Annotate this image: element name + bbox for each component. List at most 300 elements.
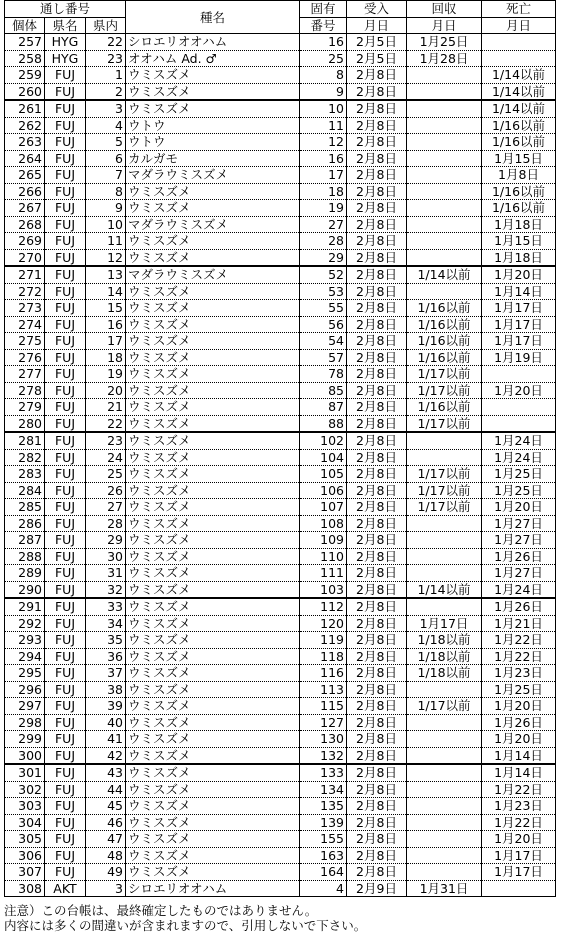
table-row: [5, 200, 556, 217]
individual-id-cell: 276: [5, 349, 45, 366]
species-name-cell: ウミスズメ: [126, 615, 300, 632]
prefecture-number-cell: 18: [86, 349, 126, 366]
received-date-cell: 2月8日: [347, 482, 407, 499]
individual-id-cell: 287: [5, 532, 45, 549]
recovered-date-cell: 1/17以前: [407, 698, 482, 715]
table-row: [5, 415, 556, 432]
unique-number-cell: 78: [300, 366, 347, 383]
received-date-cell: 2月8日: [347, 665, 407, 682]
individual-id-cell: 267: [5, 200, 45, 217]
recovered-date-cell: [407, 565, 482, 582]
table-row: [5, 615, 556, 632]
species-name-cell: ウミスズメ: [126, 864, 300, 881]
died-date-cell: [482, 50, 556, 67]
prefecture-number-cell: 31: [86, 565, 126, 582]
table-row: [5, 781, 556, 798]
recovered-date-cell: [407, 150, 482, 167]
unique-number-cell: 118: [300, 648, 347, 665]
unique-number-cell: 12: [300, 134, 347, 151]
received-date-cell: 2月8日: [347, 615, 407, 632]
table-row: [5, 150, 556, 167]
individual-id-cell: 266: [5, 183, 45, 200]
died-date-cell: 1月27日: [482, 565, 556, 582]
species-name-cell: ウミスズメ: [126, 466, 300, 483]
individual-id-cell: 259: [5, 67, 45, 84]
species-name-cell: ウミスズメ: [126, 200, 300, 217]
species-name-cell: ウミスズメ: [126, 482, 300, 499]
prefecture-cell: AKT: [45, 880, 86, 897]
recovered-date-cell: 1/17以前: [407, 366, 482, 383]
species-name-cell: ウミスズメ: [126, 781, 300, 798]
species-name-cell: ウミスズメ: [126, 698, 300, 715]
recovered-date-cell: [407, 432, 482, 449]
individual-id-cell: 296: [5, 681, 45, 698]
received-date-cell: 2月8日: [347, 532, 407, 549]
died-date-cell: 1月15日: [482, 233, 556, 250]
individual-id-cell: 270: [5, 249, 45, 266]
prefecture-number-cell: 28: [86, 515, 126, 532]
prefecture-number-cell: 2: [86, 83, 126, 100]
received-date-cell: 2月8日: [347, 632, 407, 649]
died-date-cell: [482, 415, 556, 432]
died-date-cell: 1月20日: [482, 499, 556, 516]
unique-number-cell: 163: [300, 847, 347, 864]
received-date-cell: 2月8日: [347, 83, 407, 100]
received-date-cell: 2月8日: [347, 266, 407, 283]
individual-id-cell: 301: [5, 764, 45, 781]
died-date-cell: 1/14以前: [482, 67, 556, 84]
table-row: [5, 864, 556, 881]
unique-number-cell: 85: [300, 382, 347, 399]
received-date-cell: 2月8日: [347, 349, 407, 366]
received-date-cell: 2月8日: [347, 798, 407, 815]
died-date-cell: 1月18日: [482, 249, 556, 266]
table-row: [5, 382, 556, 399]
individual-id-cell: 281: [5, 432, 45, 449]
died-date-cell: 1月14日: [482, 283, 556, 300]
unique-number-cell: 56: [300, 316, 347, 333]
unique-number-cell: 8: [300, 67, 347, 84]
prefecture-cell: FUJ: [45, 781, 86, 798]
individual-id-cell: 292: [5, 615, 45, 632]
recovered-date-cell: [407, 598, 482, 615]
individual-id-cell: 275: [5, 333, 45, 350]
species-name-cell: ウミスズメ: [126, 499, 300, 516]
received-date-cell: 2月8日: [347, 200, 407, 217]
individual-id-cell: 272: [5, 283, 45, 300]
received-date-cell: 2月8日: [347, 515, 407, 532]
individual-id-cell: 274: [5, 316, 45, 333]
prefecture-number-cell: 39: [86, 698, 126, 715]
prefecture-cell: FUJ: [45, 117, 86, 134]
table-row: [5, 764, 556, 781]
table-row: [5, 466, 556, 483]
individual-id-cell: 279: [5, 399, 45, 416]
prefecture-cell: FUJ: [45, 150, 86, 167]
prefecture-number-cell: 49: [86, 864, 126, 881]
prefecture-number-cell: 23: [86, 432, 126, 449]
unique-number-cell: 17: [300, 167, 347, 184]
recovered-date-cell: [407, 283, 482, 300]
unique-number-cell: 164: [300, 864, 347, 881]
prefecture-number-cell: 43: [86, 764, 126, 781]
prefecture-number-cell: 6: [86, 150, 126, 167]
individual-id-cell: 295: [5, 665, 45, 682]
table-row: [5, 117, 556, 134]
recovered-date-cell: 1/16以前: [407, 316, 482, 333]
species-name-cell: ウミスズメ: [126, 681, 300, 698]
died-date-cell: 1/16以前: [482, 200, 556, 217]
received-date-cell: 2月8日: [347, 283, 407, 300]
received-date-cell: 2月8日: [347, 714, 407, 731]
species-name-cell: ウミスズメ: [126, 233, 300, 250]
recovered-date-cell: 1月25日: [407, 34, 482, 51]
recovered-date-cell: [407, 83, 482, 100]
recovered-date-cell: [407, 847, 482, 864]
died-date-cell: 1月21日: [482, 615, 556, 632]
prefecture-number-cell: 24: [86, 449, 126, 466]
prefecture-cell: FUJ: [45, 266, 86, 283]
individual-id-cell: 269: [5, 233, 45, 250]
individual-id-cell: 291: [5, 598, 45, 615]
species-name-cell: ウミスズメ: [126, 598, 300, 615]
prefecture-cell: FUJ: [45, 216, 86, 233]
prefecture-cell: FUJ: [45, 731, 86, 748]
species-name-cell: ウミスズメ: [126, 665, 300, 682]
unique-number-cell: 28: [300, 233, 347, 250]
prefecture-number-cell: 36: [86, 648, 126, 665]
received-date-cell: 2月8日: [347, 216, 407, 233]
received-date-cell: 2月9日: [347, 880, 407, 897]
prefecture-cell: FUJ: [45, 283, 86, 300]
prefecture-number-cell: 22: [86, 34, 126, 51]
received-date-cell: 2月8日: [347, 117, 407, 134]
prefecture-number-cell: 40: [86, 714, 126, 731]
species-name-cell: ウミスズメ: [126, 183, 300, 200]
individual-id-cell: 285: [5, 499, 45, 516]
died-date-cell: [482, 366, 556, 383]
prefecture-number-cell: 3: [86, 880, 126, 897]
received-date-cell: 2月8日: [347, 764, 407, 781]
prefecture-cell: FUJ: [45, 366, 86, 383]
died-date-cell: 1月14日: [482, 747, 556, 764]
died-date-cell: 1月22日: [482, 814, 556, 831]
unique-number-cell: 105: [300, 466, 347, 483]
prefecture-number-cell: 34: [86, 615, 126, 632]
species-name-cell: ウミスズメ: [126, 632, 300, 649]
unique-number-cell: 103: [300, 581, 347, 598]
species-name-cell: ウミスズメ: [126, 764, 300, 781]
recovered-date-cell: [407, 117, 482, 134]
received-date-cell: 2月8日: [347, 747, 407, 764]
prefecture-cell: FUJ: [45, 615, 86, 632]
species-name-cell: ウミスズメ: [126, 316, 300, 333]
prefecture-cell: FUJ: [45, 316, 86, 333]
table-row: [5, 34, 556, 51]
prefecture-cell: FUJ: [45, 200, 86, 217]
table-row: [5, 565, 556, 582]
received-date-cell: 2月8日: [347, 565, 407, 582]
recovered-date-cell: 1/17以前: [407, 466, 482, 483]
recovered-date-cell: [407, 449, 482, 466]
recovered-date-cell: 1/14以前: [407, 581, 482, 598]
recovered-date-cell: [407, 67, 482, 84]
prefecture-number-cell: 21: [86, 399, 126, 416]
died-date-cell: 1/14以前: [482, 83, 556, 100]
received-date-cell: 2月8日: [347, 814, 407, 831]
prefecture-cell: FUJ: [45, 598, 86, 615]
prefecture-cell: FUJ: [45, 499, 86, 516]
species-name-cell: ウミスズメ: [126, 249, 300, 266]
received-date-cell: 2月8日: [347, 831, 407, 848]
prefecture-cell: FUJ: [45, 648, 86, 665]
species-name-cell: カルガモ: [126, 150, 300, 167]
recovered-date-cell: 1/17以前: [407, 482, 482, 499]
individual-id-cell: 261: [5, 100, 45, 117]
header-received: 受入: [347, 1, 407, 18]
prefecture-cell: FUJ: [45, 698, 86, 715]
individual-id-cell: 290: [5, 581, 45, 598]
individual-id-cell: 293: [5, 632, 45, 649]
header-died-date: 月日: [482, 17, 556, 34]
recovered-date-cell: [407, 515, 482, 532]
prefecture-number-cell: 23: [86, 50, 126, 67]
recovered-date-cell: 1/18以前: [407, 648, 482, 665]
specimen-ledger-table: [4, 0, 556, 897]
received-date-cell: 2月8日: [347, 598, 407, 615]
recovered-date-cell: 1/17以前: [407, 382, 482, 399]
prefecture-number-cell: 8: [86, 183, 126, 200]
died-date-cell: 1/16以前: [482, 134, 556, 151]
unique-number-cell: 29: [300, 249, 347, 266]
individual-id-cell: 306: [5, 847, 45, 864]
died-date-cell: 1月25日: [482, 482, 556, 499]
species-name-cell: ウミスズメ: [126, 399, 300, 416]
individual-id-cell: 277: [5, 366, 45, 383]
unique-number-cell: 88: [300, 415, 347, 432]
unique-number-cell: 9: [300, 83, 347, 100]
unique-number-cell: 54: [300, 333, 347, 350]
species-name-cell: ウミスズメ: [126, 814, 300, 831]
died-date-cell: 1月25日: [482, 466, 556, 483]
recovered-date-cell: [407, 764, 482, 781]
recovered-date-cell: [407, 814, 482, 831]
header-prefecture: 県名: [45, 17, 86, 34]
received-date-cell: 2月8日: [347, 781, 407, 798]
unique-number-cell: 16: [300, 150, 347, 167]
species-name-cell: マダラウミスズメ: [126, 266, 300, 283]
table-row: [5, 183, 556, 200]
prefecture-cell: HYG: [45, 34, 86, 51]
disclaimer-note: [4, 903, 366, 933]
individual-id-cell: 273: [5, 300, 45, 317]
prefecture-number-cell: 20: [86, 382, 126, 399]
table-row: [5, 83, 556, 100]
species-name-cell: ウミスズメ: [126, 349, 300, 366]
species-name-cell: ウミスズメ: [126, 67, 300, 84]
individual-id-cell: 264: [5, 150, 45, 167]
prefecture-number-cell: 13: [86, 266, 126, 283]
table-row: [5, 880, 556, 897]
died-date-cell: 1月20日: [482, 382, 556, 399]
species-name-cell: ウミスズメ: [126, 100, 300, 117]
species-name-cell: ウミスズメ: [126, 300, 300, 317]
table-row: [5, 847, 556, 864]
table-row: [5, 449, 556, 466]
received-date-cell: 2月8日: [347, 399, 407, 416]
individual-id-cell: 260: [5, 83, 45, 100]
recovered-date-cell: [407, 183, 482, 200]
died-date-cell: 1月15日: [482, 150, 556, 167]
prefecture-cell: FUJ: [45, 565, 86, 582]
prefecture-number-cell: 48: [86, 847, 126, 864]
prefecture-number-cell: 44: [86, 781, 126, 798]
recovered-date-cell: [407, 100, 482, 117]
died-date-cell: [482, 399, 556, 416]
individual-id-cell: 280: [5, 415, 45, 432]
received-date-cell: 2月8日: [347, 548, 407, 565]
recovered-date-cell: [407, 167, 482, 184]
prefecture-cell: FUJ: [45, 581, 86, 598]
recovered-date-cell: [407, 731, 482, 748]
unique-number-cell: 116: [300, 665, 347, 682]
received-date-cell: 2月8日: [347, 847, 407, 864]
prefecture-number-cell: 14: [86, 283, 126, 300]
received-date-cell: 2月8日: [347, 67, 407, 84]
recovered-date-cell: 1/17以前: [407, 499, 482, 516]
recovered-date-cell: [407, 681, 482, 698]
prefecture-number-cell: 7: [86, 167, 126, 184]
died-date-cell: 1月26日: [482, 714, 556, 731]
header-row-1: [5, 1, 556, 18]
unique-number-cell: 132: [300, 747, 347, 764]
prefecture-cell: FUJ: [45, 432, 86, 449]
table-row: [5, 266, 556, 283]
recovered-date-cell: [407, 532, 482, 549]
table-row: [5, 532, 556, 549]
prefecture-number-cell: 16: [86, 316, 126, 333]
recovered-date-cell: 1/16以前: [407, 333, 482, 350]
prefecture-number-cell: 32: [86, 581, 126, 598]
received-date-cell: 2月8日: [347, 432, 407, 449]
died-date-cell: 1月17日: [482, 333, 556, 350]
prefecture-cell: FUJ: [45, 798, 86, 815]
species-name-cell: ウミスズメ: [126, 747, 300, 764]
prefecture-number-cell: 30: [86, 548, 126, 565]
species-name-cell: ウミスズメ: [126, 565, 300, 582]
recovered-date-cell: [407, 249, 482, 266]
received-date-cell: 2月8日: [347, 249, 407, 266]
received-date-cell: 2月8日: [347, 333, 407, 350]
died-date-cell: 1月27日: [482, 515, 556, 532]
prefecture-number-cell: 42: [86, 747, 126, 764]
prefecture-cell: FUJ: [45, 814, 86, 831]
recovered-date-cell: 1/16以前: [407, 300, 482, 317]
individual-id-cell: 263: [5, 134, 45, 151]
table-row: [5, 515, 556, 532]
died-date-cell: 1月22日: [482, 781, 556, 798]
prefecture-cell: FUJ: [45, 382, 86, 399]
individual-id-cell: 289: [5, 565, 45, 582]
table-row: [5, 581, 556, 598]
recovered-date-cell: 1月31日: [407, 880, 482, 897]
unique-number-cell: 16: [300, 34, 347, 51]
table-row: [5, 300, 556, 317]
unique-number-cell: 4: [300, 880, 347, 897]
species-name-cell: ウミスズメ: [126, 382, 300, 399]
unique-number-cell: 107: [300, 499, 347, 516]
prefecture-cell: FUJ: [45, 681, 86, 698]
received-date-cell: 2月8日: [347, 100, 407, 117]
unique-number-cell: 52: [300, 266, 347, 283]
prefecture-cell: FUJ: [45, 449, 86, 466]
individual-id-cell: 257: [5, 34, 45, 51]
species-name-cell: ウミスズメ: [126, 548, 300, 565]
header-individual: 個体: [5, 17, 45, 34]
table-row: [5, 499, 556, 516]
unique-number-cell: 139: [300, 814, 347, 831]
prefecture-cell: FUJ: [45, 67, 86, 84]
died-date-cell: 1月17日: [482, 316, 556, 333]
died-date-cell: 1/16以前: [482, 117, 556, 134]
received-date-cell: 2月8日: [347, 300, 407, 317]
individual-id-cell: 271: [5, 266, 45, 283]
unique-number-cell: 119: [300, 632, 347, 649]
prefecture-number-cell: 35: [86, 632, 126, 649]
unique-number-cell: 134: [300, 781, 347, 798]
prefecture-cell: FUJ: [45, 100, 86, 117]
prefecture-number-cell: 5: [86, 134, 126, 151]
unique-number-cell: 135: [300, 798, 347, 815]
species-name-cell: ウミスズメ: [126, 83, 300, 100]
died-date-cell: 1月8日: [482, 167, 556, 184]
table-row: [5, 598, 556, 615]
prefecture-cell: FUJ: [45, 847, 86, 864]
header-species-name: 種名: [126, 1, 300, 34]
species-name-cell: ウミスズメ: [126, 449, 300, 466]
received-date-cell: 2月8日: [347, 183, 407, 200]
species-name-cell: ウミスズメ: [126, 648, 300, 665]
individual-id-cell: 304: [5, 814, 45, 831]
species-name-cell: シロエリオオハム: [126, 880, 300, 897]
prefecture-number-cell: 4: [86, 117, 126, 134]
prefecture-number-cell: 41: [86, 731, 126, 748]
died-date-cell: 1/14以前: [482, 100, 556, 117]
received-date-cell: 2月8日: [347, 134, 407, 151]
died-date-cell: 1月27日: [482, 532, 556, 549]
unique-number-cell: 55: [300, 300, 347, 317]
species-name-cell: ウミスズメ: [126, 515, 300, 532]
prefecture-cell: FUJ: [45, 300, 86, 317]
prefecture-cell: FUJ: [45, 515, 86, 532]
table-row: [5, 316, 556, 333]
prefecture-cell: FUJ: [45, 665, 86, 682]
species-name-cell: ウミスズメ: [126, 366, 300, 383]
died-date-cell: 1月23日: [482, 798, 556, 815]
prefecture-number-cell: 45: [86, 798, 126, 815]
recovered-date-cell: 1/16以前: [407, 349, 482, 366]
individual-id-cell: 300: [5, 747, 45, 764]
table-row: [5, 747, 556, 764]
species-name-cell: ウトウ: [126, 134, 300, 151]
individual-id-cell: 302: [5, 781, 45, 798]
received-date-cell: 2月8日: [347, 150, 407, 167]
header-received-date: 月日: [347, 17, 407, 34]
individual-id-cell: 298: [5, 714, 45, 731]
died-date-cell: 1月20日: [482, 266, 556, 283]
died-date-cell: 1月24日: [482, 449, 556, 466]
prefecture-cell: FUJ: [45, 349, 86, 366]
